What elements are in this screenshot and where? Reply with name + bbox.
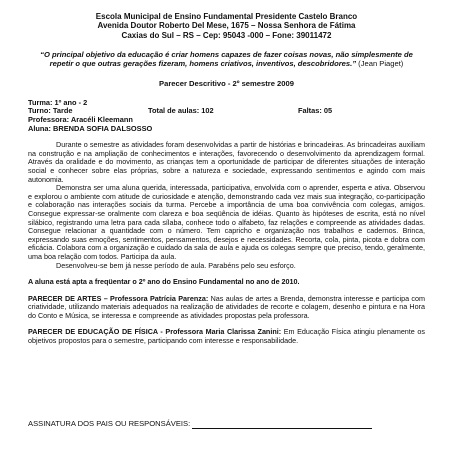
educacao-fisica-title: PARECER DE EDUCAÇÃO DE FÍSICA - Professora Maria Clarissa Zanini: xyxy=(28,327,282,337)
turno: Turno: Tarde xyxy=(28,106,73,116)
report-page xyxy=(28,12,425,346)
school-city: Caxias do Sul – RS – Cep: 95043 -000 – Fone: 39011472 xyxy=(121,30,332,40)
artes-title: PARECER DE ARTES – Professora Patrícia Parenza: xyxy=(28,293,209,303)
turma-line: Turma: 1º ano - 2 xyxy=(28,97,88,107)
total-aulas: Total de aulas: 102 xyxy=(148,106,214,116)
artes-section xyxy=(28,295,425,321)
signature-block xyxy=(28,420,372,429)
paragraph-2: Demonstra ser uma aluna querida, interessada, participativa, envolvida com o aprender, esperta e ativa. Observou e explorou o ambiente com atitude de curiosidade e atenção, demonstrando cada vez mais sua integração, co-participação e colaboração nas interações sociais da turma. Percebe a importância de uma boa convivência com colegas, amigos. Consegue expressar-se oralmente com clareza e boa seqüência de idéias. Quanto às hipóteses de escrita, está no nível silábico, registrando uma letra para cada sílaba, conhece todo o alfabeto, faz relações e compreende as atividades dadas. Consegue relacionar a quantidade com o número. Tem capricho e organização nos trabalhos e cadernos. Brinca, expressando suas emoções, sentimentos, pensamentos, desejos e necessidades. Recorta, cola, pinta, picota e dobra com eficácia. Colabora com a organização e cuidado da sala de aula e ajuda os colegas sempre que preciso, tendo, geralmente, uma boa relação com todos. Participa da aula. xyxy=(28,183,425,261)
quote-author: (Jean Piaget) xyxy=(358,59,404,69)
aluna-line: Aluna: BRENDA SOFIA DALSOSSO xyxy=(28,123,153,133)
faltas: Faltas: 05 xyxy=(298,106,333,116)
quote-text: “O principal objetivo da educação é criar homens capazes de fazer coisas novas, não simplesmente de repetir o que outras gerações fizeram, homens criativos, inventivos, descobridores.” xyxy=(40,50,413,69)
approval-statement: A aluna está apta a freqüentar o 2º ano do Ensino Fundamental no ano de 2010. xyxy=(28,277,300,287)
school-header xyxy=(28,12,425,40)
school-name: Escola Municipal de Ensino Fundamental Presidente Castelo Branco xyxy=(95,12,358,21)
professora-line: Professora: Aracéli Kleemann xyxy=(28,115,133,124)
educacao-fisica-section xyxy=(28,328,425,345)
report-subtitle: Parecer Descritivo - 2º semestre 2009 xyxy=(159,79,294,89)
student-info xyxy=(28,99,425,133)
signature-label: ASSINATURA DOS PAIS OU RESPONSÁVEIS: xyxy=(28,419,191,429)
signature-line xyxy=(192,420,372,429)
school-address: Avenida Doutor Roberto Del Mese, 1675 – Nossa Senhora de Fátima xyxy=(97,21,356,31)
paragraph-3: Desenvolveu-se bem já nesse período de aula. Parabéns pelo seu esforço. xyxy=(56,260,296,270)
epigraph xyxy=(28,50,425,68)
educacao-fisica-text: Em Educação Física atingiu plenamente os objetivos propostos para o semestre, participando com interesse e responsabilidade. xyxy=(28,327,425,346)
artes-text: Nas aulas de artes a Brenda, demonstra interesse e participa com criatividade, utilizando materiais adequados na realização de atividades de recorte e colagem, desenho e pintura e na Hora do Conto e Música, se interessa e compreende as atividades propostas pela professora. xyxy=(28,293,425,320)
paragraph-1: Durante o semestre as atividades foram desenvolvidas a partir de histórias e brincadeiras. As brincadeiras auxiliam na construção e na ampliação de conhecimentos e interações, favorecendo o desenvolvimento da aprendizagem formal. Através da oralidade e do movimento, as crianças tem a oportunidade de participar de diferentes situações de interação social e conhecer sobre elas próprias, sobre a natureza e sociedade, expressando sentimentos e agindo com mais autonomia. xyxy=(28,140,425,184)
